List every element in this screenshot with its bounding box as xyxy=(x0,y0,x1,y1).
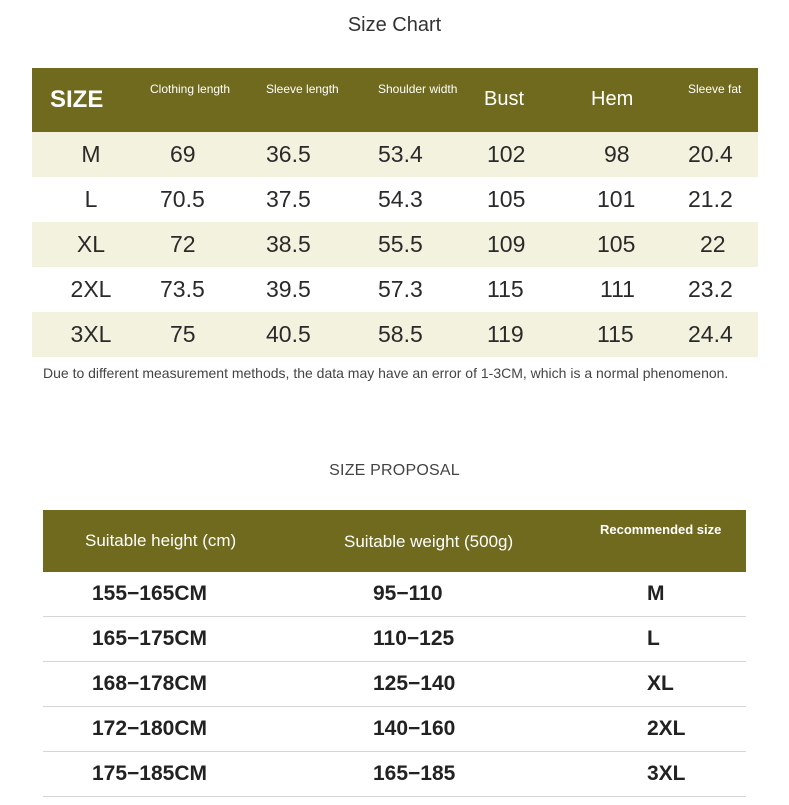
cell-recommended-size: L xyxy=(600,617,746,662)
cell-sleeve-fat: 22 xyxy=(688,222,758,267)
cell-hem: 98 xyxy=(591,132,688,177)
cell-shoulder-width: 57.3 xyxy=(378,276,423,302)
cell-clothing-length: 70.5 xyxy=(160,186,205,212)
cell-sleeve-fat: 24.4 xyxy=(688,312,758,357)
cell-height: 175−185CM xyxy=(43,752,344,797)
cell-shoulder-width: 55.5 xyxy=(378,222,484,267)
table-row xyxy=(43,572,746,617)
cell-clothing-length: 73.5 xyxy=(160,276,205,302)
cell-bust: 119 xyxy=(484,312,591,357)
cell-sleeve-length: 40.5 xyxy=(266,312,378,357)
cell-height: 168−178CM xyxy=(43,662,344,707)
cell-size: M xyxy=(32,132,150,177)
header-suitable-height: Suitable height (cm) xyxy=(43,510,344,572)
header-recommended-size: Recommended size xyxy=(600,510,746,572)
table-row xyxy=(43,752,746,797)
cell-bust: 102 xyxy=(484,132,591,177)
cell-bust: 115 xyxy=(487,276,524,302)
size-chart-table xyxy=(32,68,758,357)
cell-sleeve-fat: 20.4 xyxy=(688,132,758,177)
cell-sleeve-length: 38.5 xyxy=(266,222,378,267)
cell-hem: 111 xyxy=(600,276,635,302)
cell-sleeve-length: 36.5 xyxy=(266,132,378,177)
cell-clothing-length: 69 xyxy=(150,132,266,177)
cell-weight: 125−140 xyxy=(344,662,600,707)
cell-shoulder-width: 54.3 xyxy=(378,186,423,212)
size-proposal-header-row xyxy=(43,510,746,572)
cell-bust: 109 xyxy=(484,222,591,267)
header-sleeve-length: Sleeve length xyxy=(266,68,378,132)
cell-size: L xyxy=(84,186,98,212)
cell-clothing-length: 72 xyxy=(150,222,266,267)
header-suitable-weight: Suitable weight (500g) xyxy=(344,510,600,572)
cell-size: XL xyxy=(32,222,150,267)
cell-hem: 101 xyxy=(597,186,636,212)
size-proposal-table xyxy=(43,510,746,797)
measurement-note: Due to different measurement methods, the data may have an error of 1-3CM, which is a normal phenomenon. xyxy=(43,365,729,381)
table-row xyxy=(43,617,746,662)
size-chart-header-row xyxy=(32,68,758,132)
table-row xyxy=(43,662,746,707)
cell-hem: 105 xyxy=(591,222,688,267)
cell-weight: 140−160 xyxy=(344,707,600,752)
table-row xyxy=(32,222,758,267)
cell-height: 155−165CM xyxy=(43,572,344,617)
table-row xyxy=(43,707,746,752)
cell-bust: 105 xyxy=(487,186,526,212)
cell-sleeve-length: 37.5 xyxy=(266,186,311,212)
cell-recommended-size: 3XL xyxy=(600,752,746,797)
size-chart-title: Size Chart xyxy=(347,14,442,36)
cell-sleeve-fat: 21.2 xyxy=(688,186,733,212)
table-row xyxy=(32,132,758,177)
cell-size: 2XL xyxy=(70,276,112,302)
cell-shoulder-width: 58.5 xyxy=(378,312,484,357)
header-size: SIZE xyxy=(32,68,150,132)
table-row xyxy=(32,267,758,312)
table-row xyxy=(32,312,758,357)
cell-sleeve-length: 39.5 xyxy=(266,276,311,302)
header-hem: Hem xyxy=(591,68,688,132)
cell-height: 172−180CM xyxy=(43,707,344,752)
cell-weight: 110−125 xyxy=(344,617,600,662)
cell-recommended-size: 2XL xyxy=(600,707,746,752)
cell-recommended-size: M xyxy=(600,572,746,617)
cell-sleeve-fat: 23.2 xyxy=(688,276,733,302)
cell-weight: 165−185 xyxy=(344,752,600,797)
cell-weight: 95−110 xyxy=(344,572,600,617)
size-proposal-title: SIZE PROPOSAL xyxy=(329,462,460,479)
table-row xyxy=(32,177,758,222)
cell-clothing-length: 75 xyxy=(150,312,266,357)
cell-size: 3XL xyxy=(32,312,150,357)
cell-height: 165−175CM xyxy=(43,617,344,662)
header-shoulder-width: Shoulder width xyxy=(378,68,484,132)
header-clothing-length: Clothing length xyxy=(150,68,266,132)
cell-hem: 115 xyxy=(591,312,688,357)
cell-shoulder-width: 53.4 xyxy=(378,132,484,177)
header-bust: Bust xyxy=(484,68,591,132)
header-sleeve-fat: Sleeve fat xyxy=(688,68,758,132)
cell-recommended-size: XL xyxy=(600,662,746,707)
